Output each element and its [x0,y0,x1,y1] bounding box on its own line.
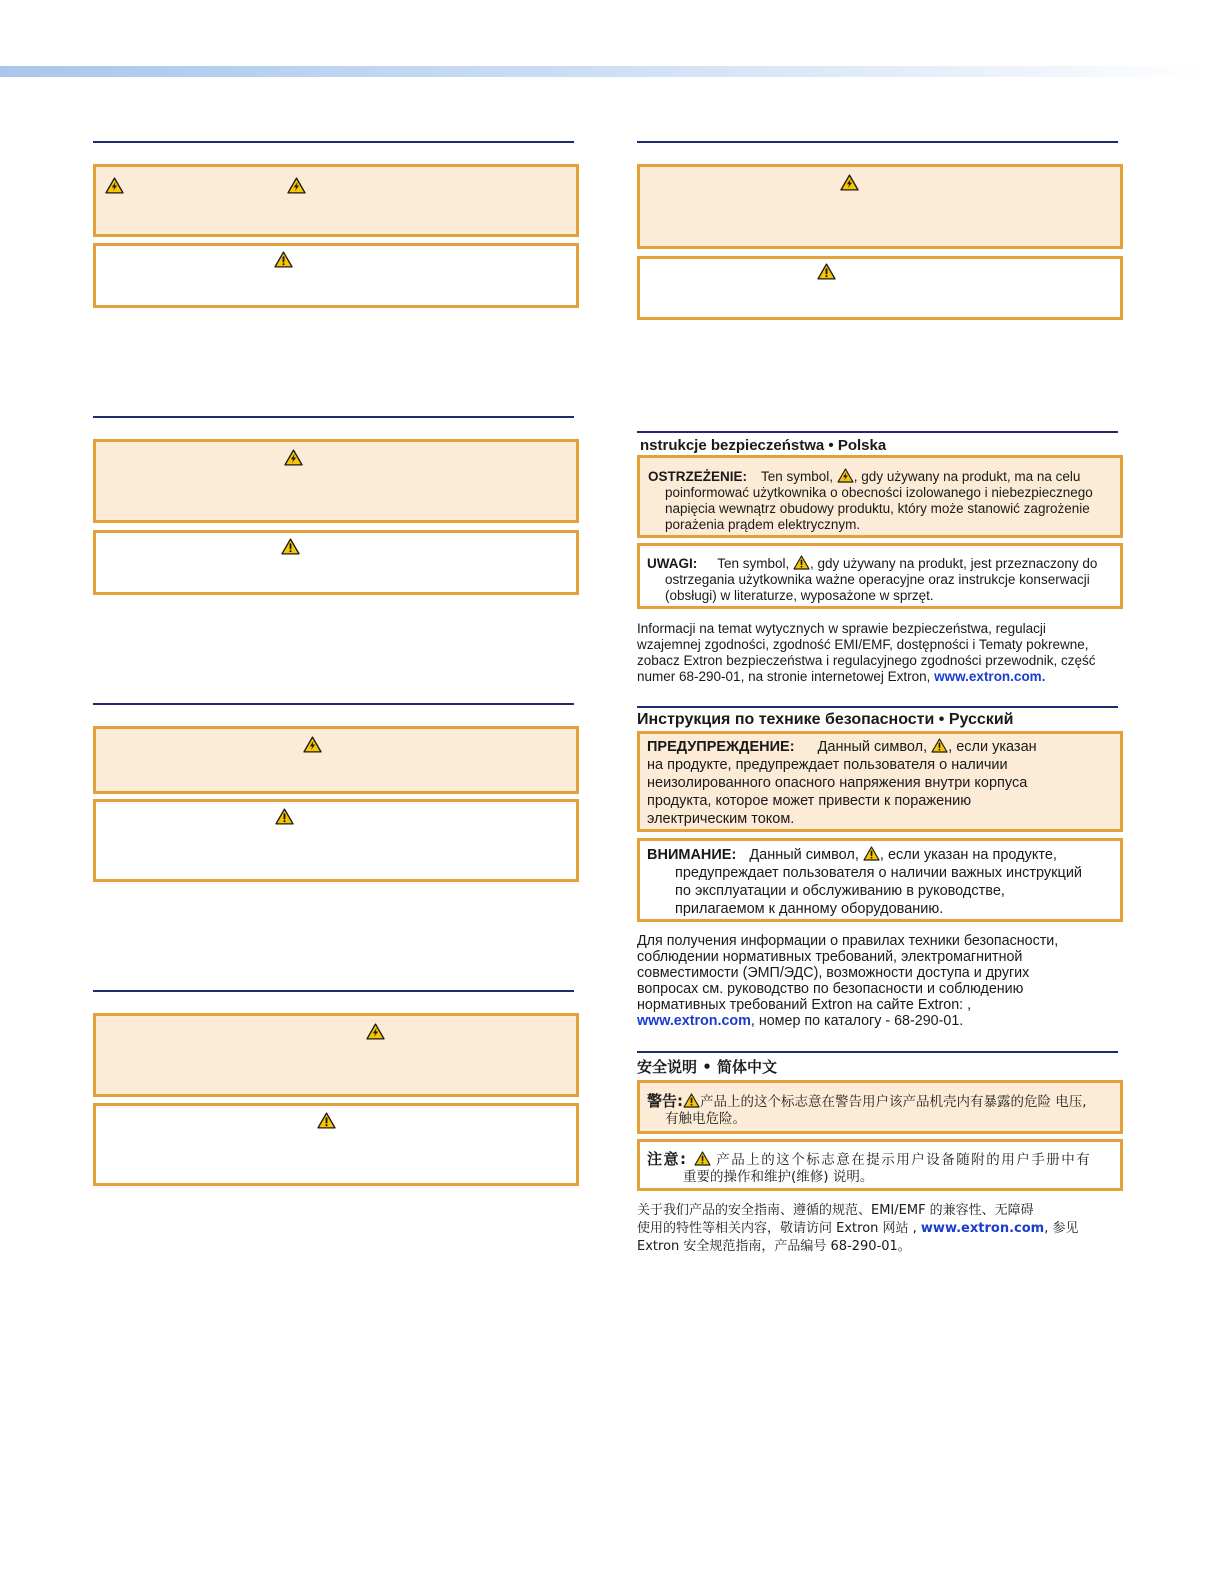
caution-label: 注意: [647,1150,688,1168]
info-paragraph-polish: Informacji na temat wytycznych w sprawie bezpieczeństwa, regulacji wzajemnej zgodności, zgodność EMI/EMF, dostępności i Tematy pokrewne, zobacz Extron bezpieczeństwa i regulacyjnego zgodności przewodnik, część numer 68-290-01, na stronie internetowej Extron, www.extron.com. [637,621,1096,684]
caution-box [93,243,579,308]
caution-text-russian: ВНИМАНИЕ: Данный символ, , если указан на продукте, предупреждает пользователя о наличии важных инструкций по эксплуатации и обслуживанию в руководстве, прилагаемом к данному оборудованию. [647,847,1083,917]
info-paragraph-russian: Для получения информации о правилах техники безопасности, соблюдении нормативных требований, электромагнитной совместимости (ЭМП/ЭДС), возможности доступа и других вопросах см. руководство по безопасности и соблюдению нормативных требований Extron на сайте Extron: , www.extron.com, номер по каталогу - 68-290-01. [637,933,1059,1029]
lightning-triangle-icon [840,174,859,191]
section-rule [637,1051,1118,1053]
lightning-triangle-icon [284,449,303,466]
caution-line: по эксплуатации и обслуживанию в руководстве, [675,883,1005,899]
warning-label: OSTRZEŻENIE: [648,469,748,484]
warning-line: неизолированного опасного напряжения внутри корпуса [647,775,1028,791]
caution-label: ВНИМАНИЕ: [647,847,737,863]
warning-line: porażenia prądem elektrycznym. [665,517,861,532]
lightning-triangle-icon [105,177,124,194]
caution-line: 重要的操作和维护(维修) 说明。 [683,1169,874,1185]
extron-website-link[interactable]: www.extron.com [920,1221,1045,1236]
caution-box [93,530,579,595]
lightning-triangle-icon [303,736,322,753]
section-rule [93,416,574,418]
section-rule [637,141,1118,143]
lightning-triangle-icon [287,177,306,194]
warning-line: napięcia wewnątrz obudowy produktu, który może stanowić zagrożenie [665,501,1090,516]
warning-label: ПРЕДУПРЕЖДЕНИЕ: [647,739,795,755]
warning-box [93,726,579,794]
exclamation-triangle-icon [317,1112,336,1129]
exclamation-triangle-icon [281,538,300,555]
warning-line: электрическим током. [647,811,795,827]
caution-line: ostrzegania użytkownika ważne operacyjne oraz instrukcje konserwacji [665,572,1090,587]
warning-box [93,439,579,523]
section-rule [93,141,574,143]
caution-text-chinese: 注意: 产品上的这个标志意在提示用户设备随附的用户手册中有 重要的操作和维护(维修) 说明。 [647,1150,1092,1185]
warning-label: 警告: [647,1092,683,1110]
warning-line: на продукте, предупреждает пользователя о наличии [647,757,1008,773]
header-accent-bar [0,66,1205,77]
exclamation-triangle-icon [694,1151,711,1166]
caution-box [93,1103,579,1186]
caution-text-polish: UWAGI: Ten symbol, , gdy używany na produkt, jest przeznaczony do ostrzegania użytkownika ważne operacyjne oraz instrukcje konserwacji (obsługi) w literaturze, wyposażone w sprzęt. [647,556,1098,603]
section-rule [93,703,574,705]
caution-line: прилагаемом к данному оборудованию. [675,901,944,917]
section-rule [93,990,574,992]
section-heading-chinese: 安全说明 • 简体中文 [637,1058,778,1076]
exclamation-triangle-icon [275,808,294,825]
lightning-triangle-icon [366,1023,385,1040]
warning-box [93,1013,579,1097]
exclamation-triangle-icon [274,251,293,268]
exclamation-triangle-icon [817,263,836,280]
section-heading-polish: nstrukcje bezpieczeństwa • Polska [640,437,887,454]
section-rule [637,431,1118,433]
section-heading-russian: Инструкция по технике безопасности • Русский [637,711,1014,728]
warning-box [93,164,579,237]
exclamation-triangle-icon [793,555,810,570]
caution-line: (obsługi) w literaturze, wyposażone w sprzęt. [665,588,934,603]
caution-line: предупреждает пользователя о наличии важных инструкций [675,865,1083,881]
exclamation-triangle-icon [683,1093,700,1108]
warning-text-russian: ПРЕДУПРЕЖДЕНИЕ: Данный символ, , если указан на продукте, предупреждает пользователя о наличии неизолированного опасного напряжения внутри корпуса продукта, которое может привести к поражению электрическим током. [647,739,1037,827]
warning-text-polish: OSTRZEŻENIE: Ten symbol, , gdy używany na produkt, ma na celu poinformować użytkownika o obecności izolowanego i niebezpiecznego napięcia wewnątrz obudowy produktu, który może stanowić zagrożenie porażenia prądem elektrycznym. [648,469,1093,532]
exclamation-triangle-icon [863,846,880,861]
caution-label: UWAGI: [647,556,698,571]
caution-box [93,799,579,882]
warning-line: 有触电危险。 [665,1111,746,1127]
warning-line: poinformować użytkownika o obecności izolowanego i niebezpiecznego [665,485,1093,500]
extron-website-link[interactable]: www.extron.com [934,669,1042,684]
warning-box [637,164,1123,249]
caution-box [637,256,1123,320]
warning-text-chinese: 警告: 产品上的这个标志意在警告用户该产品机壳内有暴露的危险 电压, 有触电危险。 [647,1092,1087,1127]
exclamation-triangle-icon [931,738,948,753]
info-paragraph-chinese: 关于我们产品的安全指南、遵循的规范、EMI/EMF 的兼容性、无障碍 使用的特性等相关内容，敬请访问 Extron 网站 , www.extron.com, 参见 Extron 安全规范指南，产品编号 68-290-01。 [637,1203,1079,1254]
lightning-triangle-icon [837,468,854,483]
section-rule [637,706,1118,708]
warning-line: продукта, которое может привести к поражению [647,793,972,809]
extron-website-link[interactable]: www.extron.com [637,1013,751,1029]
